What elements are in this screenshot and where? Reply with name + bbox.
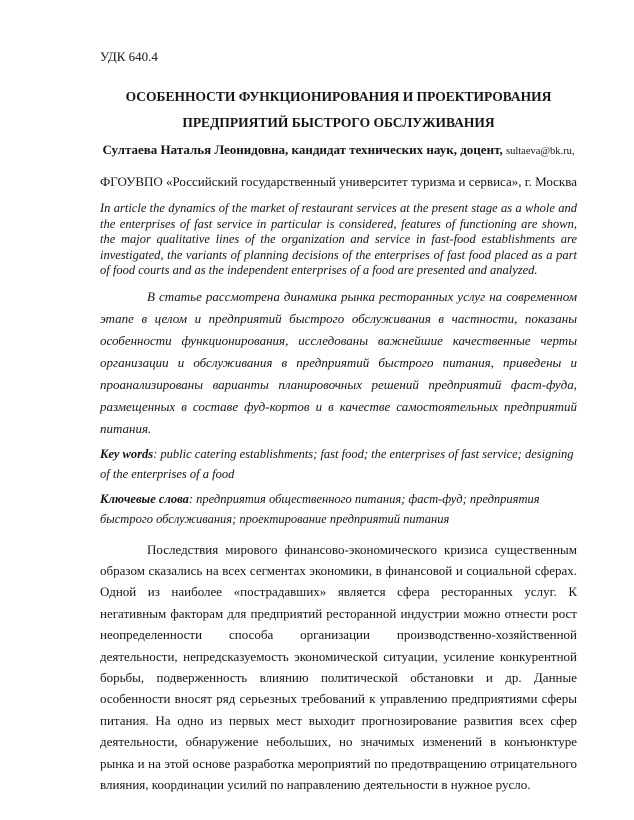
abstract-russian: В статье рассмотрена динамика рынка ресторанных услуг на современном этапе в целом и предприятий быстрого обслуживания в частности, показаны особенности функционирования, исследованы важнейшие качественные черты организации и обслуживания в предприятий быстрого питания, приведены и проанализированы варианты планировочных решений предприятий фаст-фуда, размещенных в составе фуд-кортов и в качестве самостоятельных предприятий питания. (100, 288, 577, 436)
article-title-line2: ПРЕДПРИЯТИЙ БЫСТРОГО ОБСЛУЖИВАНИЯ (182, 115, 495, 130)
abstract-english: In article the dynamics of the market of restaurant services at the present stage as a whole and the enterprises of fast service in particular is considered, features of functioning are shown, the major qualitative lines of the organization and service in fast-food establishments are investigated, the variants of planning decisions of the enterprises of fast food placed as a part of food courts and as the independent enterprises of a food are presented and analyzed. (100, 201, 577, 277)
keywords-english-text: : public catering establishments; fast food; the enterprises of fast service; designing of the enterprises of a food (100, 446, 574, 481)
keywords-english-label: Key words (100, 446, 154, 461)
article-title-line1: ОСОБЕННОСТИ ФУНКЦИОНИРОВАНИЯ И ПРОЕКТИРОВАНИЯ (125, 89, 552, 104)
keywords-russian-text: : предприятия общественного питания; фаст-фуд; предприятия быстрого обслуживания; проектирование предприятий питания (100, 491, 540, 526)
author-name-and-degree: Султаева Наталья Леонидовна, кандидат технических наук, доцент, (102, 142, 503, 157)
keywords-russian-label: Ключевые слова (100, 491, 189, 506)
author-email: sultaeva@bk.ru, (505, 146, 575, 157)
author-line (100, 141, 577, 160)
keywords-english (100, 444, 577, 485)
body-paragraph: Последствия мирового финансово-экономического кризиса существенным образом сказались на всех сегментах экономики, в финансовой и социальной сферах. Одной из наиболее «пострадавших» является сфера ресторанных услуг. К негативным факторам для предприятий ресторанной индустрии можно отнести рост неопределенности способа организации производственно-хозяйственной деятельности, непредсказуемость экономической ситуации, усиление конкурентной борьбы, подверженность влиянию политической обстановки и др. Данные особенности вносят ряд серьезных требований к управлению предприятиями сферы питания. На одно из первых мест выходит прогнозирование развития всех сфер деятельности, обнаружение небольших, но значимых изменений в конъюнктуре рынка и на этой основе разработка мероприятий по предотвращению отрицательного влияния, координации усилий по направлению деятельности в нужное русло. (100, 541, 577, 792)
article-title (100, 84, 577, 136)
affiliation: ФГОУВПО «Российский государственный университет туризма и сервиса», г. Москва (100, 174, 577, 189)
udc-number: УДК 640.4 (100, 49, 158, 64)
keywords-russian (100, 489, 577, 530)
